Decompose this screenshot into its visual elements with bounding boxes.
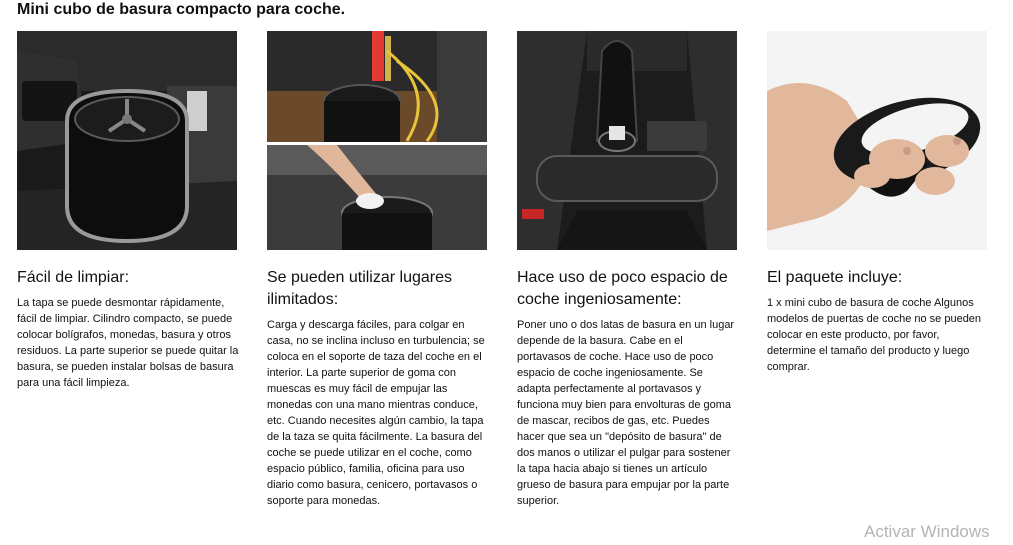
windows-activation-watermark: Activar Windows [864,522,990,541]
feature-title: Se pueden utilizar lugares ilimitados: [267,269,453,308]
feature-title: Fácil de limpiar: [17,269,130,286]
product-image-console [517,31,737,250]
feature-card-package-contents [767,31,989,373]
feature-title: El paquete incluye: [767,269,903,286]
product-image-usage-collage [267,31,487,250]
feature-description: 1 x mini cubo de basura de coche Algunos modelos de puertas de coche no se pueden colocar en este producto, por favor, determine el tamaño del producto y luego comprar. [767,297,982,373]
feature-card-easy-clean [17,31,239,389]
feature-title: Hace uso de poco espacio de coche ingeniosamente: [517,269,728,308]
section-heading: Mini cubo de basura compacto para coche. [17,1,346,18]
feature-card-space-saving [517,31,739,507]
feature-card-unlimited-places [267,31,489,507]
feature-description: La tapa se puede desmontar rápidamente, fácil de limpiar. Cilindro compacto, se puede colocar bolígrafos, monedas, basura y otros residuos. La parte superior se puede quitar la basura, se pueden instalar bolsas de basura para una fácil limpieza. [17,297,239,389]
feature-description: Carga y descarga fáciles, para colgar en casa, no se inclina incluso en turbulencia; se coloca en el soporte de taza del coche en el interior. La parte superior de goma con muescas es muy fácil de empujar las monedas con una mano mientras conduce, etc. Cuando necesites algún cambio, la tapa de la taza se quita fácilmente. La basura del coche se puede utilizar en el coche, como espacio público, familia, oficina para uso diario como basura, cenicero, portavasos o soporte para monedas. [267,319,485,507]
product-image-cupholder [17,31,237,250]
feature-description: Poner uno o dos latas de basura en un lugar depende de la basura. Cabe en el portavasos de coche. Hace uso de poco espacio de coche ingeniosamente. Se adapta perfectamente al portavasos y funciona muy bien para envolturas de goma de mascar, recibos de gas, etc. Puedes hacer que sea un "depósito de basura" de dos manos o utilizar el pulgar para sostener la tapa hacia abajo si tienes un artículo grueso de basura para empujar por la parte superior. [517,319,735,507]
product-image-hand-holding [767,31,987,250]
